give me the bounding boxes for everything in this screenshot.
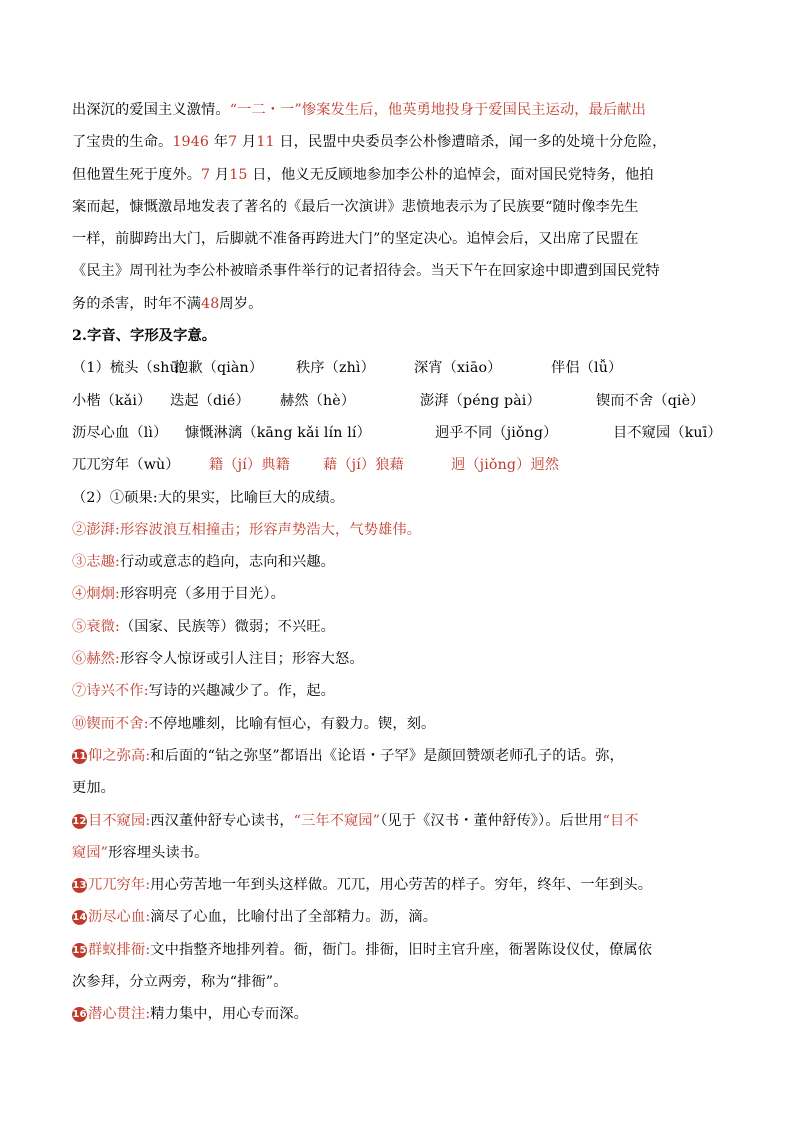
- definition-1: [72, 482, 732, 514]
- pinyin-item: 伴侣（lǚ）: [551, 360, 623, 377]
- section-heading: 2.字音、字形及字意。: [72, 328, 217, 345]
- number-badge: 12: [72, 815, 87, 827]
- bio-highlight: “一二・一”惨案发生后，他英勇地投身于爱国民主运动，最后献出: [229, 102, 646, 118]
- definition-text: 写诗的兴趣减少了。作，起。: [148, 683, 336, 700]
- definition-6: [72, 643, 732, 675]
- pinyin-reading: 迥（jiǒng）: [451, 457, 531, 474]
- pinyin-word: 迥然: [530, 457, 560, 474]
- definition-term: 潜心贯注:: [88, 1006, 151, 1023]
- bio-line-6: 《民主》周刊社为李公朴被暗杀事件举行的记者招待会。当天下午在回家途中即遭到国民党特: [72, 263, 660, 280]
- definition-term: ⑤衰微:: [72, 618, 120, 635]
- number-badge: 14: [72, 912, 87, 924]
- definition-text: 精力集中，用心专而深。: [150, 1006, 308, 1023]
- bio-line-4: 案而起，慷慨激昂地发表了著名的《最后一次演讲》悲愤地表示为了民族要“随时像李先生: [72, 198, 639, 215]
- definition-text: 形容波浪互相撞击；形容声势浩大，气势雄伟。: [119, 521, 422, 538]
- definition-quote: “三年不窥园”: [293, 812, 381, 829]
- definition-term: ⑥赫然:: [72, 651, 120, 668]
- bio-text: 但他置生死于度外。: [72, 166, 202, 183]
- pinyin-item: 深宵（xiāo）: [414, 360, 502, 377]
- bio-text: 周岁。: [219, 295, 263, 312]
- definition-term: 仰之弥高:: [88, 747, 151, 764]
- definition-quote: 窥园”: [72, 844, 109, 861]
- definition-13: [72, 869, 732, 901]
- definition-4: [72, 578, 732, 610]
- bio-number: 11: [256, 134, 275, 151]
- bio-text: 年: [213, 134, 229, 151]
- definition-3: [72, 546, 732, 578]
- bio-text: 务的杀害，时年不满: [72, 295, 202, 312]
- definition-text: 滴尽了心血，比喻付出了全部精力。沥，滴。: [150, 909, 438, 926]
- definition-term: ③志趣:: [72, 554, 120, 571]
- definition-term: 群蚁排衙:: [88, 941, 151, 958]
- bio-line-2: [72, 126, 732, 158]
- pinyin-item: 迭起（dié）: [170, 392, 250, 409]
- bio-number: 7: [201, 166, 211, 183]
- definition-term: 沥尽心血:: [88, 909, 151, 926]
- pinyin-item: 秩序（zhì）: [296, 360, 375, 377]
- definition-term: ⑦诗兴不作:: [72, 683, 149, 700]
- number-badge: 11: [72, 750, 87, 762]
- pinyin-item: 抱歉（qiàn）: [174, 360, 264, 377]
- definition-text: 大的果实，比喻巨大的成绩。: [157, 489, 345, 506]
- definition-text: 文中指整齐地排列着。衙，衙门。排衙，旧时主官升座，衙署陈设仪仗，僚属依: [150, 941, 653, 958]
- pinyin-reading: 籍（jí）: [209, 457, 262, 474]
- bio-text: 了宝贵的生命。: [72, 134, 173, 151]
- definition-15: [72, 934, 732, 966]
- pinyin-reading: 藉（jí）: [323, 457, 376, 474]
- definition-text: 用心劳苦地一年到头这样做。兀兀，用心劳苦的样子。穷年，终年、一年到头。: [150, 877, 653, 894]
- pinyin-item: 小楷（kǎi）: [72, 392, 152, 409]
- bio-number: 15: [229, 166, 248, 183]
- definition-2: [72, 514, 732, 546]
- bio-number: 48: [201, 295, 220, 312]
- pinyin-row-2: [72, 385, 732, 417]
- pinyin-item: 沥尽心血（lì）: [72, 424, 168, 441]
- definition-7: [72, 675, 732, 707]
- definition-14: [72, 901, 732, 933]
- definition-term: ⑩锲而不舍:: [72, 715, 149, 732]
- number-badge: 16: [72, 1009, 87, 1021]
- definition-15-cont: 次参拜，分立两旁，称为“排衙”。: [72, 974, 288, 991]
- bio-text: 日，他义无反顾地参加李公朴的追悼会，面对国民党特务，他拍: [252, 166, 654, 183]
- definition-term: 兀兀穷年:: [88, 877, 151, 894]
- definition-text: （见于《汉书・董仲舒传》）。后世用: [380, 812, 603, 829]
- bio-line-3: [72, 159, 732, 191]
- document-page: [72, 94, 732, 1031]
- definition-16: [72, 998, 732, 1030]
- definition-10: [72, 708, 732, 740]
- definition-term: ②澎湃:: [72, 521, 120, 538]
- bio-number: 7: [228, 134, 238, 151]
- pinyin-word: 狼藉: [375, 457, 404, 474]
- definition-12-cont: [72, 837, 732, 869]
- bio-line-1: [72, 94, 732, 126]
- bio-text: 月: [241, 134, 257, 151]
- definition-text: 和后面的“钻之弥坚”都语出《论语・子罕》是颜回赞颂老师孔子的话。弥，: [150, 747, 624, 764]
- definition-text: 不停地雕刻，比喻有恒心，有毅力。锲，刻。: [148, 715, 436, 732]
- pinyin-row-1: [72, 352, 732, 384]
- pinyin-item: 兀兀穷年（wù）: [72, 457, 180, 474]
- pinyin-item: 赫然（hè）: [280, 392, 356, 409]
- definition-text: 形容令人惊讶或引人注目；形容大怒。: [119, 651, 364, 668]
- bio-line-7: [72, 288, 732, 320]
- pinyin-word: 典籍: [261, 457, 290, 474]
- pinyin-item: 目不窥园（kuī）: [613, 424, 722, 441]
- pinyin-item: 迥乎不同（jiǒng）: [435, 424, 558, 441]
- number-badge: 13: [72, 880, 87, 892]
- bio-year: 1946: [172, 134, 210, 151]
- bio-text: 出深沉的爱国主义激情。: [72, 102, 230, 118]
- pinyin-item: 澎湃（péng pài）: [420, 392, 541, 409]
- pinyin-item: [451, 449, 559, 481]
- pinyin-item: 锲而不舍（qiè）: [596, 392, 705, 409]
- bio-text: 日，民盟中央委员李公朴惨遭暗杀，闻一多的处境十分危险，: [279, 134, 667, 151]
- bio-text: 月: [214, 166, 230, 183]
- definition-text: 形容埋头读书。: [108, 844, 209, 861]
- pinyin-row-4: [72, 449, 732, 481]
- definition-text: 西汉董仲舒专心读书，: [150, 812, 294, 829]
- definition-11-cont: 更加。: [72, 780, 116, 797]
- definition-quote: “目不: [602, 812, 639, 829]
- pinyin-item: 慷慨淋漓（kāng kǎi lín lí）: [185, 424, 371, 441]
- bio-line-5: 一样，前脚跨出大门，后脚就不准备再跨进大门”的坚定决心。追悼会后，又出席了民盟在: [72, 231, 639, 248]
- definition-text: （国家、民族等）微弱；不兴旺。: [119, 618, 336, 635]
- definition-text: 形容明亮（多用于目光）。: [119, 586, 285, 603]
- definition-term: ④炯炯:: [72, 586, 120, 603]
- pinyin-item: [323, 449, 451, 481]
- definition-term: 目不窥园:: [88, 812, 151, 829]
- definition-12: [72, 805, 732, 837]
- pinyin-item: [209, 449, 323, 481]
- pinyin-row-3: [72, 417, 732, 449]
- number-badge: 15: [72, 944, 87, 956]
- definition-11: [72, 740, 732, 772]
- definition-5: [72, 611, 732, 643]
- pinyin-item: （1）梳头（shū）: [72, 360, 194, 377]
- definition-term: （2）①硕果:: [72, 489, 158, 506]
- definition-text: 行动或意志的趋向，志向和兴趣。: [119, 554, 336, 571]
